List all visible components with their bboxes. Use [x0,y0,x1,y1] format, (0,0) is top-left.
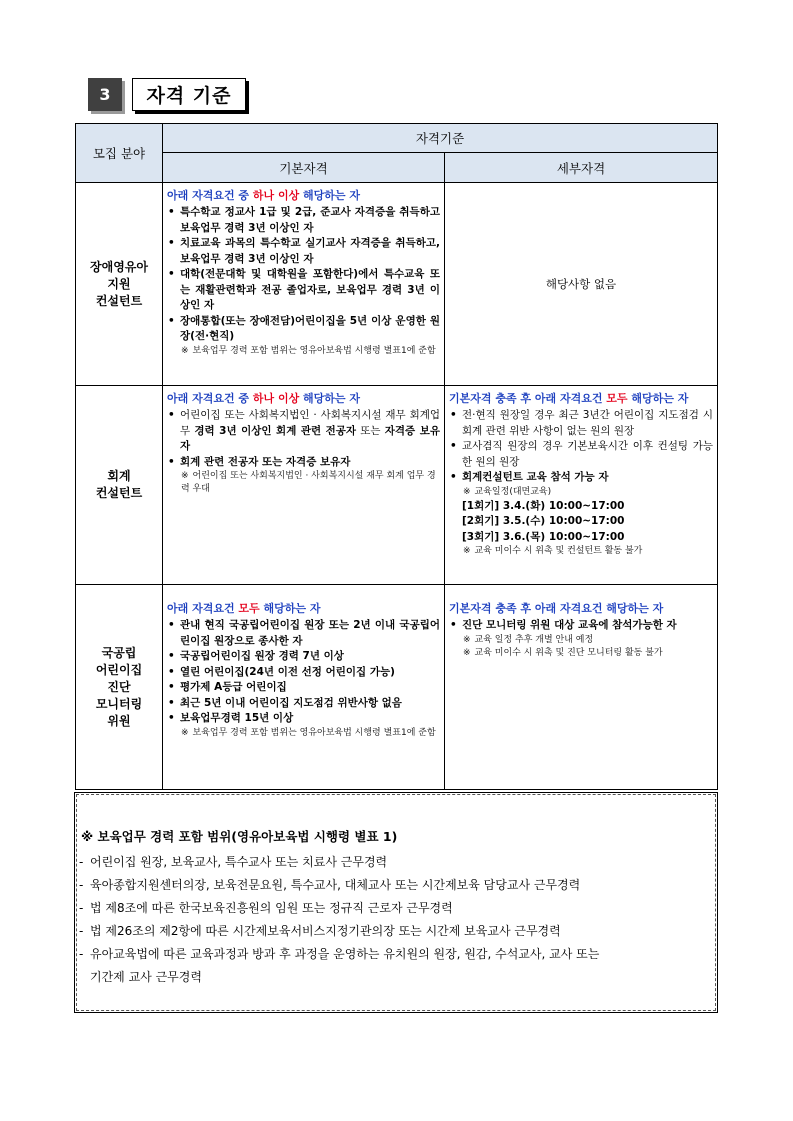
section-heading [88,78,246,111]
schedule-line: [3회기] 3.6.(목) 10:00~17:00 [462,530,625,543]
list-item: • 특수학교 정교사 1급 및 2급, 준교사 자격증을 취득하고 보육업무 경력 3년 이상인 자 [167,205,440,236]
list-item: • 치료교육 과목의 특수학교 실기교사 자격증을 취득하고, 보육업무 경력 3년 이상인 자 [167,236,440,267]
table-row [76,585,718,790]
note-text: ※ 어린이집 또는 사회복지법인 · 사회복지시설 재무 회계 업무 경력 우대 [181,471,436,494]
list-item: • 어린이집 또는 사회복지법인 · 사회복지시설 재무 회계업무 경력 3년 이상인 회계 관련 전공자 또는 자격증 보유자 [167,408,440,455]
box-item: - 어린이집 원장, 보육교사, 특수교사 또는 치료사 근무경력 [79,855,388,869]
note-text: ※ 보육업무 경력 포함 범위는 영유아보육법 시행령 별표1에 준함 [181,345,436,356]
box-item: - 유아교육법에 따른 교육과정과 방과 후 과정을 운영하는 유치원의 원장, 원감, 수석교사, 교사 또는 [79,947,600,961]
detail-cell [445,386,718,585]
list-item: • 회계 관련 전공자 또는 자격증 보유자 [167,455,440,471]
table-row [76,386,718,585]
basic-cell [163,183,445,386]
list-item: • 관내 현직 국공립어린이집 원장 또는 2년 이내 국공립어린이집 원장으로 종사한 자 [167,618,440,649]
list-item: • 평가제 A등급 어린이집 [167,680,440,696]
header-criteria: 자격기준 [163,124,718,153]
list-item: • 교사겸직 원장의 경우 기본보육시간 이후 컨설팅 가능한 원의 원장 [449,439,713,470]
note-text: ※ 교육 미이수 시 위촉 및 진단 모니터링 활동 불가 [463,647,663,658]
detail-intro: 기본자격 충족 후 아래 자격요건 모두 해당하는 자 [449,392,689,405]
header-detail: 세부자격 [445,153,718,183]
schedule-line: [1회기] 3.4.(화) 10:00~17:00 [462,499,625,512]
list-item: • 최근 5년 이내 어린이집 지도점검 위반사항 없음 [167,696,440,712]
box-item: - 법 제26조의 제2항에 따른 시간제보육서비스지정기관의장 또는 시간제 보육교사 근무경력 [79,924,561,938]
note-text: ※ 교육 미이수 시 위촉 및 컨설턴트 활동 불가 [463,546,643,556]
box-title: ※ 보육업무 경력 포함 범위(영유아보육법 시행령 별표 1) [81,829,398,844]
box-item: - 육아종합지원센터의장, 보육전문요원, 특수교사, 대체교사 또는 시간제보육 담당교사 근무경력 [79,878,581,892]
list-item: • 대학(전문대학 및 대학원을 포함한다)에서 특수교육 또는 재활관련학과 전공 졸업자로, 보육업무 경력 3년 이상인 자 [167,267,440,314]
field-accounting-consultant: 회계 컨설턴트 [76,386,163,585]
note-text: ※ 교육일정(대면교육) [463,486,552,497]
header-basic: 기본자격 [163,153,445,183]
note-text: ※ 교육 일정 추후 개별 안내 예정 [463,634,594,645]
field-disability-consultant: 장애영유아 지원 컨설턴트 [76,183,163,386]
box-item: - 법 제8조에 따른 한국보육진흥원의 임원 또는 정규직 근로자 근무경력 [79,901,453,915]
list-item: • 국공립어린이집 원장 경력 7년 이상 [167,649,440,665]
list-item: • 열린 어린이집(24년 이전 선정 어린이집 가능) [167,665,440,681]
basic-intro: 아래 자격요건 중 하나 이상 해당하는 자 [167,392,361,405]
detail-intro: 기본자격 충족 후 아래 자격요건 해당하는 자 [449,602,664,615]
basic-cell [163,585,445,790]
list-item: • 장애통합(또는 장애전담)어린이집을 5년 이상 운영한 원장(전·현직) [167,314,440,345]
table-row [76,183,718,386]
experience-scope-box [74,792,718,1013]
header-field: 모집 분야 [76,124,163,183]
detail-none: 해당사항 없음 [445,183,718,386]
list-item: • 보육업무경력 15년 이상 [167,711,440,727]
note-text: ※ 보육업무 경력 포함 범위는 영유아보육법 시행령 별표1에 준함 [181,727,436,738]
section-number: 3 [88,78,122,111]
detail-cell [445,585,718,790]
basic-intro: 아래 자격요건 모두 해당하는 자 [167,602,321,615]
basic-intro: 아래 자격요건 중 하나 이상 해당하는 자 [167,189,361,202]
list-item: • 진단 모니터링 위원 대상 교육에 참석가능한 자 [449,618,713,634]
list-item: • 전·현직 원장일 경우 최근 3년간 어린이집 지도점검 시 회계 관련 위반 사항이 없는 원의 원장 [449,408,713,439]
box-item-continuation: 기간제 교사 근무경력 [90,970,202,984]
section-title: 자격 기준 [132,78,246,111]
basic-cell [163,386,445,585]
schedule-line: [2회기] 3.5.(수) 10:00~17:00 [462,515,625,527]
field-monitoring-committee: 국공립 어린이집 진단 모니터링 위원 [76,585,163,790]
list-item: • 회계컨설턴트 교육 참석 가능 자 [449,470,713,486]
qualification-table [75,123,718,790]
